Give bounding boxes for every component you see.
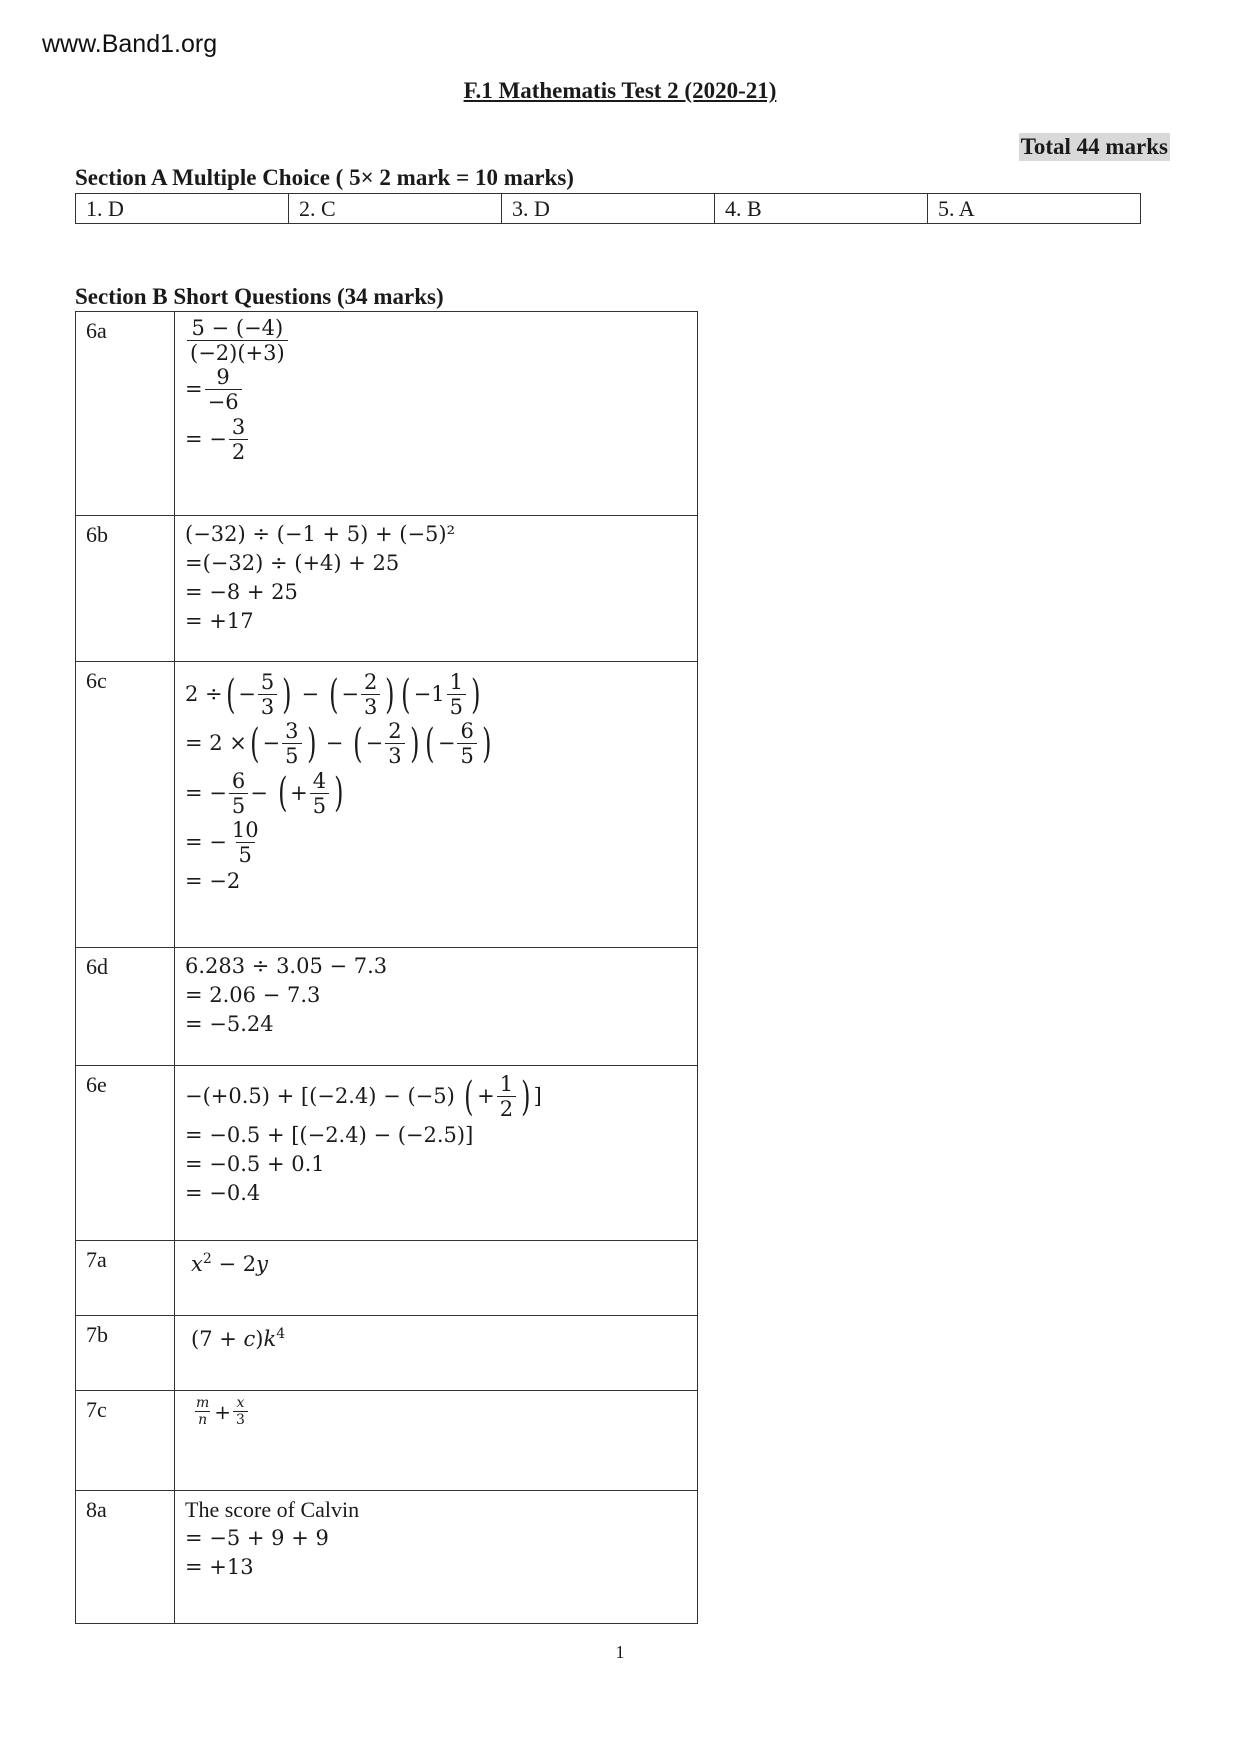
answer-7c <box>175 1391 698 1491</box>
question-label: 8a <box>76 1491 175 1624</box>
fraction-denominator: 2 <box>229 439 248 464</box>
page-number: 1 <box>615 1642 625 1662</box>
fraction-numerator: 3 <box>285 719 299 744</box>
table-row <box>76 948 698 1066</box>
fraction-numerator: m <box>196 1395 210 1411</box>
math-var: x <box>191 1252 203 1276</box>
question-label: 6b <box>76 516 175 662</box>
fraction-numerator: 1 <box>499 1072 514 1096</box>
math-line: = −5.24 <box>185 1012 274 1036</box>
table-row <box>76 1491 698 1624</box>
math-text: (7 + <box>191 1327 244 1351</box>
fraction-numerator: 2 <box>364 670 378 694</box>
fraction-denominator: −6 <box>205 389 242 414</box>
answer-6b <box>175 516 698 662</box>
fraction-denominator: 5 <box>310 793 329 818</box>
math-exponent: 4 <box>276 1326 286 1342</box>
mc-answer-2: 2. C <box>289 194 502 224</box>
answer-7b <box>175 1316 698 1391</box>
answer-6d <box>175 948 698 1066</box>
fraction-denominator: 3 <box>258 694 277 719</box>
math-text: ) <box>255 1327 264 1351</box>
question-label: 7b <box>76 1316 175 1391</box>
question-label: 6d <box>76 948 175 1066</box>
fraction-denominator: 2 <box>497 1096 516 1121</box>
question-label: 7c <box>76 1391 175 1491</box>
fraction-denominator: 5 <box>229 793 248 818</box>
answer-8a <box>175 1491 698 1624</box>
math-line: = 2.06 − 7.3 <box>185 983 321 1007</box>
fraction-denominator: 5 <box>282 743 301 768</box>
fraction-numerator: x <box>236 1395 245 1411</box>
fraction-numerator: 1 <box>449 670 463 694</box>
minus-sign: − <box>209 426 227 451</box>
math-line: = −8 + 25 <box>185 580 298 604</box>
answer-6a <box>175 312 698 516</box>
math-line: = −0.5 + [(−2.4) − (−2.5)] <box>185 1123 474 1148</box>
equals: = <box>185 426 203 451</box>
answer-7a <box>175 1241 698 1316</box>
fraction-denominator: 3 <box>385 743 404 768</box>
section-a-heading: Section A Multiple Choice ( 5× 2 mark = 10 marks) <box>75 165 574 190</box>
fraction-numerator: 6 <box>231 768 246 793</box>
fraction-denominator: 5 <box>457 743 476 768</box>
math-line: = −0.4 <box>185 1181 261 1206</box>
answer-6e: −(+0.5) + [(−2.4) − (−5) ( + $\frac{1}{2}$ ) ] = −0.5 + [(−2.4) − (−2.5)] = −0.5 + 0.1 = −0.4 <box>175 1066 698 1241</box>
math-text: 2 ÷ <box>185 682 223 707</box>
fraction-denominator: n <box>195 1411 210 1428</box>
math-line: = +17 <box>185 609 254 633</box>
math-line: 6.283 ÷ 3.05 − 7.3 <box>185 954 388 978</box>
mc-answer-5: 5. A <box>928 194 1141 224</box>
fraction-numerator: 4 <box>312 768 327 793</box>
table-row <box>76 1316 698 1391</box>
page-title: F.1 Mathematis Test 2 (2020-21) <box>463 78 777 103</box>
table-row <box>76 1066 698 1241</box>
math-text: = − <box>185 780 227 805</box>
question-label: 7a <box>76 1241 175 1316</box>
table-row <box>76 662 698 948</box>
equals: = <box>185 377 203 402</box>
math-text: = 2 × <box>185 731 247 756</box>
mc-answer-4: 4. B <box>715 194 928 224</box>
fraction-numerator: 9 <box>216 365 230 390</box>
math-var: k <box>263 1327 277 1351</box>
fraction-numerator: 3 <box>231 414 246 439</box>
fraction-numerator: 10 <box>231 817 259 842</box>
mixed-whole: 1 <box>431 682 445 707</box>
math-text: = − <box>185 829 227 854</box>
fraction-denominator: (−2)(+3) <box>187 340 288 365</box>
math-text: + <box>214 1399 232 1424</box>
total-marks: Total 44 marks <box>1020 134 1168 159</box>
math-exponent: 2 <box>202 1251 212 1267</box>
math-line: = +13 <box>185 1555 254 1579</box>
math-line: = −5 + 9 + 9 <box>185 1526 329 1550</box>
mc-answer-1: 1. D <box>76 194 289 224</box>
fraction-denominator: 3 <box>361 694 380 719</box>
fraction-numerator: 5 <box>260 670 275 694</box>
question-label: 6e <box>76 1066 175 1241</box>
math-line: =(−32) ÷ (+4) + 25 <box>185 551 400 575</box>
question-label: 6a <box>76 312 175 516</box>
table-row <box>76 312 698 516</box>
math-line: = −0.5 + 0.1 <box>185 1152 325 1177</box>
math-line: (−32) ÷ (−1 + 5) + (−5)² <box>185 522 456 546</box>
fraction-denominator: 5 <box>236 842 255 867</box>
math-var: y <box>256 1252 268 1276</box>
mc-answer-table <box>75 193 1141 224</box>
fraction-numerator: 6 <box>460 719 474 744</box>
fraction-numerator: 2 <box>388 719 402 744</box>
math-line: = −2 <box>185 869 241 894</box>
table-row <box>76 1241 698 1316</box>
table-row <box>76 516 698 662</box>
math-text: ] <box>533 1084 542 1109</box>
math-text: −(+0.5) + [(−2.4) − (−5) <box>185 1084 455 1109</box>
table-row <box>76 1391 698 1491</box>
fraction-denominator: 3 <box>233 1411 248 1428</box>
watermark: www.Band1.org <box>42 30 218 58</box>
table-row <box>76 194 1141 224</box>
math-var: c <box>243 1327 256 1351</box>
answer-6c: 2 ÷ ( − $\frac{5}{3}$ ) − ( − $\frac{2}{3}$ ) ( − 1 $\frac{1}{5}$ ) = 2 × ( − $\frac{3}{5}$ ) − ( − $\frac{2}{3}$ ) ( − $\frac{6}{5}$ ) = − $\frac{6}{5}$ − ( + $\frac{4}{5}$ ) = − $\frac{10}{5}$ = −2 <box>175 662 698 948</box>
short-questions-table <box>75 311 698 1624</box>
section-b-heading: Section B Short Questions (34 marks) <box>75 284 444 309</box>
question-label: 6c <box>76 662 175 948</box>
answer-text: The score of Calvin <box>185 1497 360 1522</box>
fraction-numerator: 5 − (−4) <box>191 316 284 340</box>
mc-answer-3: 3. D <box>502 194 715 224</box>
fraction-denominator: 5 <box>447 694 466 719</box>
math-text: − 2 <box>211 1252 257 1276</box>
